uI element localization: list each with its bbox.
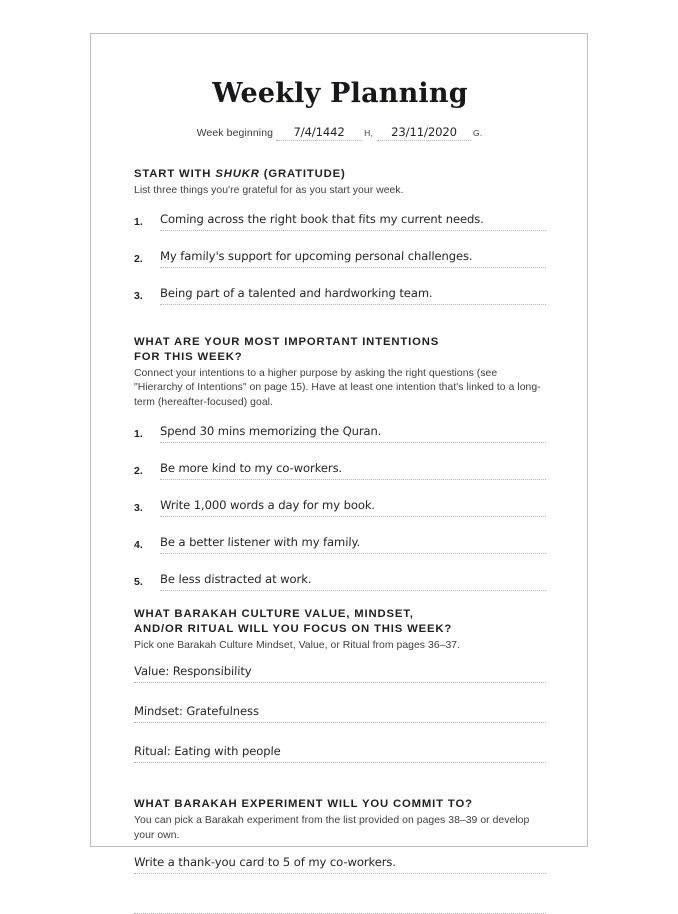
entry-value: My family's support for upcoming personal challenges. [159, 248, 473, 263]
entry-number: 3. [134, 290, 143, 303]
list-item[interactable] [134, 702, 546, 723]
section-barakah-experiment-description: You can pick a Barakah experiment from the list provided on pages 38–39 or develop your own. [134, 815, 530, 842]
hijri-date-field[interactable]: 7/4/1442 [276, 126, 363, 141]
entry-number: 5. [134, 576, 143, 589]
gregorian-suffix: G. [473, 127, 483, 138]
section-barakah-experiment-heading-line1: WHAT BARAKAH EXPERIMENT WILL YOU COMMIT TO? [134, 798, 473, 811]
shukr-entry-list [134, 210, 546, 305]
section-shukr [134, 167, 546, 305]
entry-value: Be a better listener with my family. [159, 534, 361, 549]
hijri-suffix: H, [364, 127, 374, 138]
entry-value: Write 1,000 words a day for my book. [159, 497, 376, 512]
list-item[interactable] [134, 422, 546, 443]
section-shukr-heading-italic: SHUKR [215, 168, 260, 181]
entry-value: Be less distracted at work. [159, 571, 312, 586]
entry-value: Mindset: Gratefulness [133, 704, 260, 719]
section-barakah-culture-heading [134, 607, 546, 637]
page-content [134, 34, 546, 914]
page-title: Weekly Planning [212, 78, 468, 109]
entry-line[interactable] [160, 496, 546, 517]
list-item[interactable] [134, 496, 546, 517]
section-barakah-culture-heading-line1: WHAT BARAKAH CULTURE VALUE, MINDSET, [134, 607, 414, 620]
entry-number: 1. [134, 216, 143, 229]
section-intentions-heading-line2: FOR THIS WEEK? [134, 350, 243, 363]
gregorian-date-field[interactable]: 23/11/2020 [377, 126, 472, 141]
week-beginning-label: Week beginning [196, 126, 274, 139]
entry-value: Ritual: Eating with people [133, 744, 281, 759]
barakah-experiment-entry-list [134, 853, 546, 914]
entry-value: Write a thank-you card to 5 of my co-workers. [133, 854, 397, 869]
list-item[interactable] [134, 284, 546, 305]
section-shukr-heading-pre: START WITH [134, 168, 216, 181]
entry-line[interactable] [160, 210, 546, 231]
list-item[interactable] [134, 853, 546, 874]
entry-number: 2. [134, 465, 143, 478]
entry-number: 4. [134, 539, 143, 552]
section-barakah-culture-heading-line2: AND/OR RITUAL WILL YOU FOCUS ON THIS WEEK? [134, 622, 453, 635]
section-intentions-heading [134, 335, 546, 365]
section-barakah-culture-description: Pick one Barakah Culture Mindset, Value, or Ritual from pages 36–37. [134, 639, 461, 651]
section-barakah-experiment [134, 797, 546, 913]
list-item[interactable] [134, 247, 546, 268]
week-beginning-row [134, 126, 546, 141]
list-item[interactable] [134, 893, 546, 914]
entry-value: Value: Responsibility [133, 664, 252, 679]
section-barakah-experiment-heading [134, 797, 546, 812]
intentions-entry-list [134, 422, 546, 591]
list-item[interactable] [134, 459, 546, 480]
entry-value: Spend 30 mins memorizing the Quran. [159, 423, 382, 438]
entry-line[interactable] [160, 459, 546, 480]
list-item[interactable] [134, 742, 546, 763]
list-item[interactable] [134, 662, 546, 683]
barakah-culture-entry-list [134, 662, 546, 763]
section-shukr-heading [134, 167, 546, 182]
section-intentions-description: Connect your intentions to a higher purpose by asking the right questions (see "Hierarchy of Intentions" on page 15). Have at least one intention that's linked to a long-term (hereafter-focused) goal. [134, 367, 541, 409]
entry-number: 3. [134, 502, 143, 515]
section-shukr-heading-post: (GRATITUDE) [259, 168, 346, 181]
entry-line[interactable] [160, 284, 546, 305]
entry-line[interactable] [160, 422, 546, 443]
section-intentions-heading-line1: WHAT ARE YOUR MOST IMPORTANT INTENTIONS [134, 335, 440, 348]
list-item[interactable] [134, 570, 546, 591]
entry-line[interactable] [160, 247, 546, 268]
worksheet-page [90, 33, 588, 869]
section-intentions [134, 335, 546, 591]
entry-line[interactable] [160, 533, 546, 554]
list-item[interactable] [134, 533, 546, 554]
list-item[interactable] [134, 210, 546, 231]
entry-number: 1. [134, 428, 143, 441]
section-shukr-description: List three things you're grateful for as you start your week. [134, 184, 404, 196]
entry-value: Be more kind to my co-workers. [159, 460, 343, 475]
entry-value: Being part of a talented and hardworking team. [159, 285, 433, 300]
entry-value: Coming across the right book that fits my current needs. [159, 211, 485, 226]
section-barakah-culture [134, 607, 546, 764]
entry-line[interactable] [160, 570, 546, 591]
entry-number: 2. [134, 253, 143, 266]
